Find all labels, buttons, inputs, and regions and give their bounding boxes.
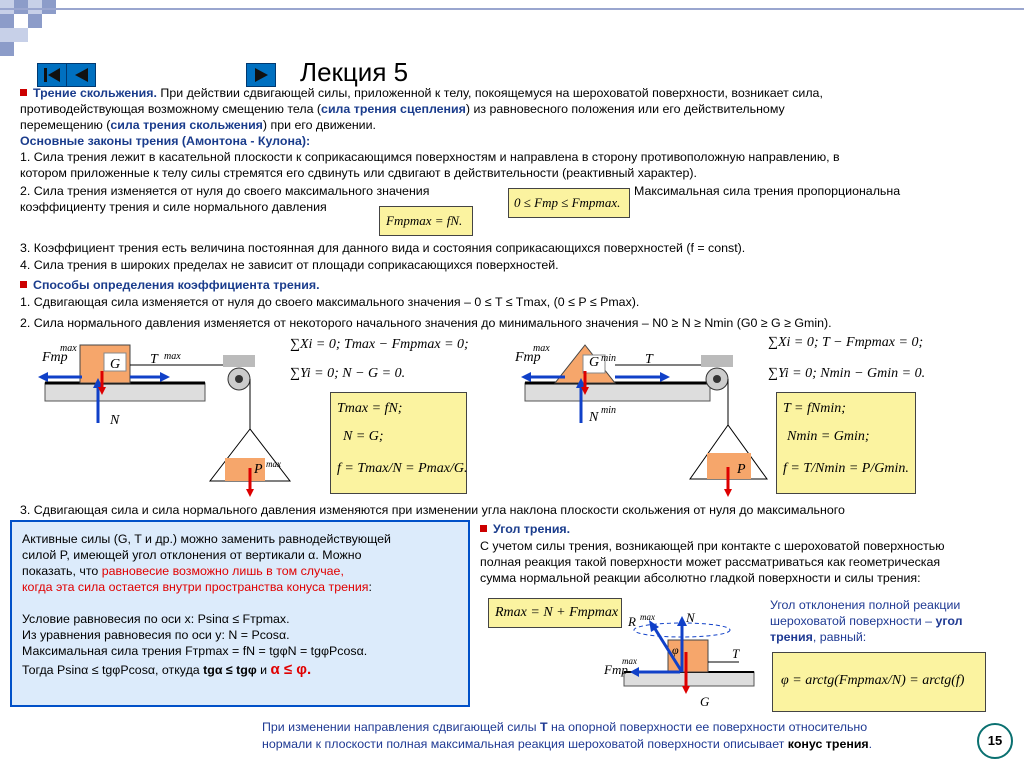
svg-text:P: P <box>737 462 746 477</box>
svg-text:max: max <box>164 351 181 362</box>
next-slide-button[interactable] <box>246 63 276 87</box>
angle-heading: Угол трения. <box>480 522 570 538</box>
footer-line-1: При изменении направления сдвигающей силы T на опорной поверхности ее поверхности относительно <box>262 720 868 734</box>
svg-text:G: G <box>700 694 710 709</box>
svg-text:N: N <box>589 410 599 425</box>
surface-a <box>45 383 205 401</box>
angle-line-1: С учетом силы трения, возникающей при контакте с шероховатой поверхностью <box>480 539 945 553</box>
law-2: 2. Сила трения изменяется от нуля до своего максимального значения <box>20 184 430 198</box>
page-title: Лекция 5 <box>300 57 409 87</box>
svg-text:Fтр: Fтр <box>515 350 541 365</box>
svg-text:N: N <box>110 413 120 428</box>
law-3: 3. Коэффициент трения есть величина постоянная для данного вида и состояния соприкасающихся поверхностей (f = const). <box>20 241 746 255</box>
svg-text:N: N <box>686 610 695 625</box>
svg-text:T: T <box>732 646 740 661</box>
svg-text:min: min <box>601 353 616 364</box>
friction-angle-diagram <box>604 612 754 712</box>
diagram-a <box>20 333 281 503</box>
first-slide-button[interactable] <box>37 63 67 87</box>
bullet-square-icon <box>20 89 27 96</box>
law-1: 1. Сила трения лежит в касательной плоскости к соприкасающимся поверхностям и направлена в сторону противоположную направлению, в <box>20 150 840 164</box>
top-rule <box>0 8 1024 10</box>
law-2b: Максимальная сила трения пропорциональна <box>634 184 901 198</box>
formula-box-friction-max: Fтрmax = fN. <box>379 206 473 236</box>
svg-text:min: min <box>601 405 616 416</box>
svg-text:G: G <box>110 357 121 372</box>
law-2c: коэффициенту трения и силе нормального давления <box>20 200 327 214</box>
friction-cone-explanation: Активные силы (G, T и др.) можно заменить равнодействующей силой P, имеющей угол отклонения от вертикали α. Можно показать, что равновесие возможно лишь в том случае, когда эта сила остается внутри пространства конуса трения: Условие равновесия по оси x: Psinα ≤ Fтрmax. Из уравнения равновесия по оси y: N = Pcosα. Максимальная сила трения Fтрmax = fN = tgφN = tgφPcosα. Тогда Psinα ≤ tgφPcosα, откуда tgα ≤ tgφ и α ≤ φ. <box>10 520 470 707</box>
angle-def-1: Угол отклонения полной реакции <box>770 598 961 612</box>
formula-box-a: Tmax = fN; N = G; f = Tmax/N = Pmax/G. <box>330 392 467 494</box>
footer-line-2: нормали к плоскости полная максимальная реакция шероховатой поверхности описывает конус трения. <box>262 737 873 751</box>
method-1: 1. Сдвигающая сила изменяется от нуля до своего максимального значения – 0 ≤ T ≤ Tmax, (0 ≤ P ≤ Pmax). <box>20 295 640 309</box>
intro-line-2: противодействующая возможному смещению тела (сила трения сцепления) из равновесного положения или его действительному <box>20 102 785 116</box>
angle-def-2: шероховатой поверхности – угол <box>770 614 963 628</box>
svg-text:Fтр: Fтр <box>604 662 628 677</box>
angle-line-3: сумма нормальной реакции абсолютно гладкой поверхности и силы трения: <box>480 571 921 585</box>
method-2: 2. Сила нормального давления изменяется от некоторого начального значения до минимального значения – N0 ≥ N ≥ Nmin (G0 ≥ G ≥ Gmin). <box>20 316 832 330</box>
svg-text:T: T <box>645 352 653 367</box>
bullet-square-icon <box>20 281 27 288</box>
angle-def-3: трения, равный: <box>770 630 867 644</box>
equation-b1: ∑Xi = 0; T − Fтрmax = 0; <box>768 335 924 350</box>
svg-text:R: R <box>628 614 636 629</box>
equation-b2: ∑Yi = 0; Nmin − Gmin = 0. <box>768 366 926 381</box>
diagram-b <box>505 333 775 503</box>
methods-heading: Способы определения коэффициента трения. <box>20 278 320 294</box>
law-1b: котором приложенные к телу силы стремятся его сдвинуть или сдвигают в действительности (реактивный характер). <box>20 166 697 180</box>
formula-box-friction-range: 0 ≤ Fтр ≤ Fтрmax. <box>508 188 630 218</box>
angle-line-2: полная реакция такой поверхности может рассматриваться как геометрическая <box>480 555 941 569</box>
svg-text:max: max <box>266 459 281 469</box>
method-3: 3. Сдвигающая сила и сила нормального давления изменяются при изменении угла наклона плоскости скольжения от нуля до максимального <box>20 503 845 517</box>
bullet-square-icon <box>480 525 487 532</box>
intro-line-1: Трение скольжения. При действии сдвигающей силы, приложенной к телу, покоящемуся на шероховатой поверхности, возникает сила, <box>20 86 823 102</box>
page-number-badge: 15 <box>977 723 1013 759</box>
intro-line-3: перемещению (сила трения скольжения) при его движении. <box>20 118 376 132</box>
next-icon <box>247 64 275 86</box>
formula-box-rmax: Rmax = N + Fтрmax <box>488 598 622 628</box>
svg-text:P: P <box>254 462 263 477</box>
prev-slide-button[interactable] <box>66 63 96 87</box>
first-icon <box>38 64 66 86</box>
equation-a1: ∑Xi = 0; Tmax − Fтрmax = 0; <box>290 337 469 352</box>
svg-text:G: G <box>589 355 600 370</box>
formula-box-phi: φ = arctg(Fтрmax/N) = arctg(f) <box>772 652 986 712</box>
svg-text:T: T <box>150 352 158 367</box>
svg-text:Fтр: Fтр <box>42 350 68 365</box>
formula-box-b: T = fNmin; Nmin = Gmin; f = T/Nmin = P/Gmin. <box>776 392 916 494</box>
svg-text:max: max <box>622 656 637 666</box>
svg-text:max: max <box>640 612 655 622</box>
svg-text:max: max <box>60 343 77 354</box>
laws-heading: Основные законы трения (Амонтона - Кулона): <box>20 134 311 148</box>
surface-b <box>525 383 710 401</box>
equation-a2: ∑Yi = 0; N − G = 0. <box>290 366 406 381</box>
prev-icon <box>67 64 95 86</box>
svg-text:φ: φ <box>672 643 679 657</box>
law-4: 4. Сила трения в широких пределах не зависит от площади соприкасающихся поверхностей. <box>20 258 559 272</box>
svg-text:max: max <box>533 343 550 354</box>
